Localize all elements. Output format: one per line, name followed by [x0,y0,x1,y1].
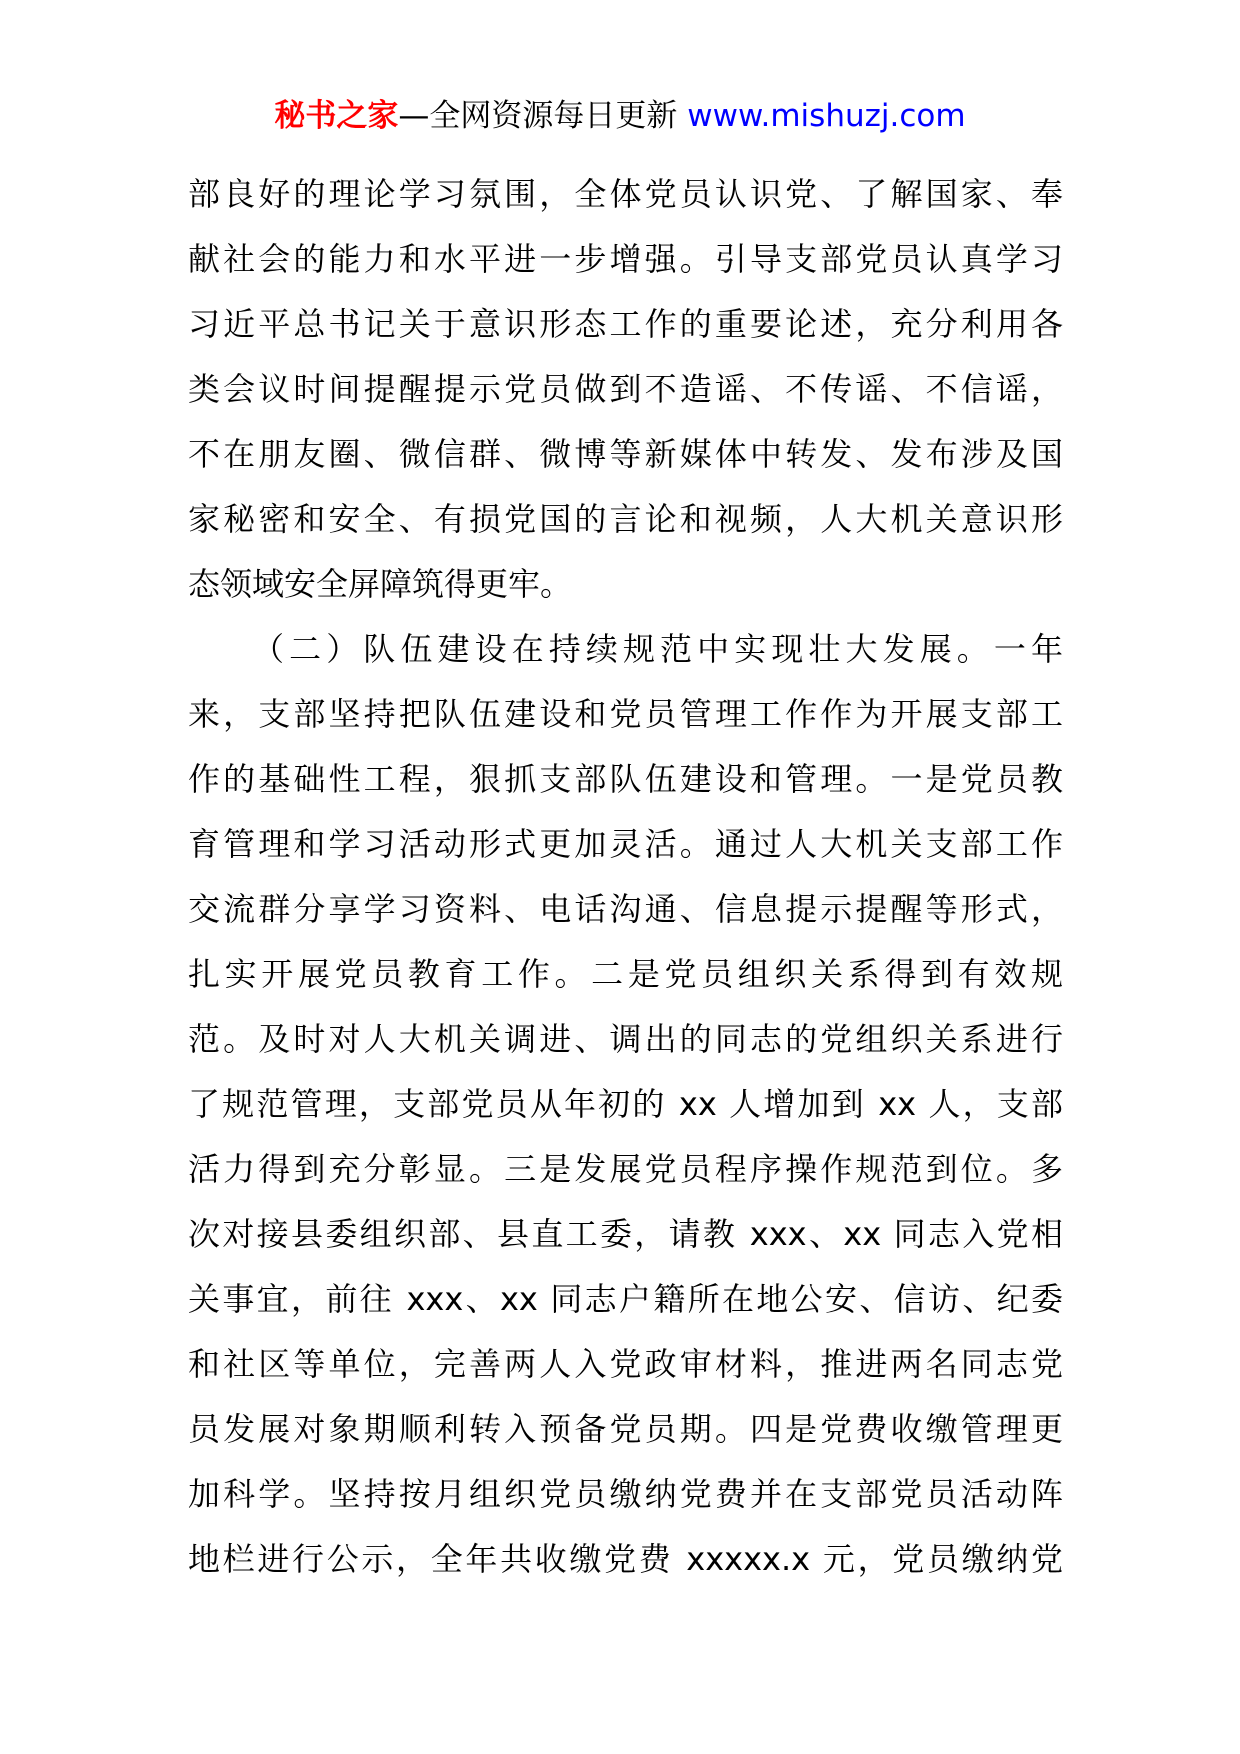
body-line: 不在朋友圈、微信群、微博等新媒体中转发、发布涉及国 [188,435,1063,473]
body-line: 献社会的能力和水平进一步增强。引导支部党员认真学习 [188,240,1063,278]
body-line: 态领域安全屏障筑得更牢。 [188,565,573,603]
body-line: 家秘密和安全、有损党国的言论和视频，人大机关意识形 [188,500,1063,538]
body-line: 地栏进行公示，全年共收缴党费 xxxxx.x 元，党员缴纳党 [188,1540,1063,1578]
body-line: 了规范管理，支部党员从年初的 xx 人增加到 xx 人，支部 [188,1085,1063,1123]
body-line: 作的基础性工程，狠抓支部队伍建设和管理。一是党员教 [188,760,1063,798]
body-line: 部良好的理论学习氛围，全体党员认识党、了解国家、奉 [188,175,1063,213]
body-line: 交流群分享学习资料、电话沟通、信息提示提醒等形式， [188,890,1063,928]
body-line: 范。及时对人大机关调进、调出的同志的党组织关系进行 [188,1020,1063,1058]
body-line: 扎实开展党员教育工作。二是党员组织关系得到有效规 [188,955,1063,993]
body-line: 次对接县委组织部、县直工委，请教 xxx、xx 同志入党相 [188,1215,1063,1253]
body-line: 来，支部坚持把队伍建设和党员管理工作作为开展支部工 [188,695,1063,733]
site-url-link[interactable]: www.mishuzj.com [687,98,966,134]
body-line: 习近平总书记关于意识形态工作的重要论述，充分利用各 [188,305,1063,343]
body-line: 活力得到充分彰显。三是发展党员程序操作规范到位。多 [188,1150,1063,1188]
body-line: 和社区等单位，完善两人入党政审材料，推进两名同志党 [188,1345,1063,1383]
body-line: 加科学。坚持按月组织党员缴纳党费并在支部党员活动阵 [188,1475,1063,1513]
body-line: 育管理和学习活动形式更加灵活。通过人大机关支部工作 [188,825,1063,863]
page-header [0,96,1240,136]
document-body [188,162,1063,1592]
section-heading-line: （二）队伍建设在持续规范中实现壮大发展。一年 [252,630,1063,668]
body-line: 员发展对象期顺利转入预备党员期。四是党费收缴管理更 [188,1410,1063,1448]
body-line: 类会议时间提醒提示党员做到不造谣、不传谣、不信谣， [188,370,1063,408]
site-slogan: —全网资源每日更新 [398,98,678,134]
site-brand-name: 秘书之家 [274,98,399,134]
body-line: 关事宜，前往 xxx、xx 同志户籍所在地公安、信访、纪委 [188,1280,1063,1318]
